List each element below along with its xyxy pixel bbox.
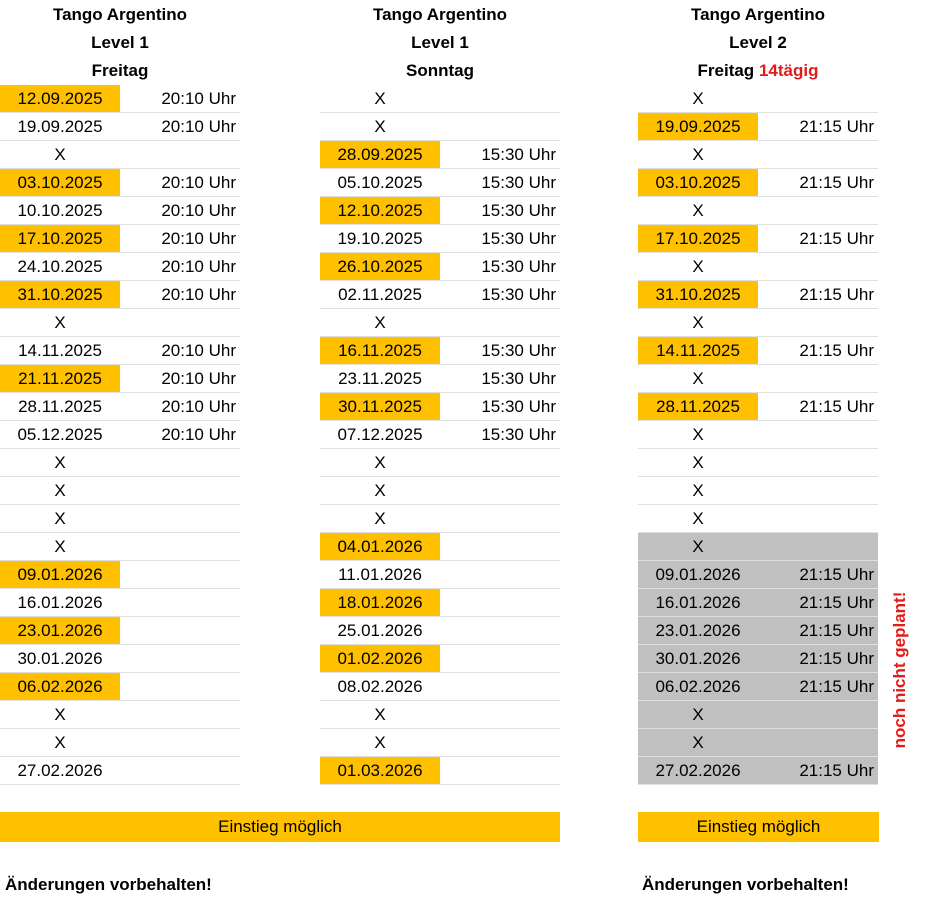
- schedule-row: [0, 309, 240, 337]
- class-date: 03.10.2025: [638, 169, 758, 196]
- disclaimer-right: Änderungen vorbehalten!: [642, 875, 849, 894]
- class-time: [120, 449, 240, 476]
- schedule-row: [320, 169, 560, 197]
- class-date: 28.11.2025: [638, 393, 758, 420]
- class-time: [120, 477, 240, 504]
- class-time: 21:15 Uhr: [799, 285, 874, 304]
- schedule-row: [638, 393, 878, 421]
- class-time: 15:30 Uhr: [481, 285, 556, 304]
- no-class-mark: X: [692, 481, 704, 500]
- class-date: 14.11.2025: [18, 341, 102, 360]
- class-date: 03.10.2025: [0, 169, 120, 196]
- no-class-mark: X: [692, 453, 704, 472]
- disclaimer-left: Änderungen vorbehalten!: [5, 875, 212, 894]
- header-day: Sonntag: [406, 61, 474, 80]
- no-class-mark: X: [692, 89, 704, 108]
- schedule-row: [638, 477, 878, 505]
- schedule-row: [0, 729, 240, 757]
- schedule-row: [0, 645, 240, 673]
- header-title: Tango Argentino: [690, 5, 826, 24]
- schedule-row: [0, 281, 240, 309]
- class-time: [440, 113, 560, 140]
- class-time: [120, 589, 240, 616]
- schedule-row: [320, 505, 560, 533]
- class-date: 16.01.2026: [17, 593, 103, 612]
- schedule-row: [320, 561, 560, 589]
- schedule-row: [320, 533, 560, 561]
- class-time: [758, 421, 878, 448]
- schedule-row: [638, 449, 878, 477]
- class-date: 08.02.2026: [337, 677, 423, 696]
- class-time: [120, 673, 240, 700]
- schedule-row: [0, 449, 240, 477]
- schedule-row: [638, 561, 878, 589]
- schedule-row: [638, 421, 878, 449]
- class-date: 14.11.2025: [638, 337, 758, 364]
- class-time: [440, 589, 560, 616]
- no-class-mark: X: [54, 313, 66, 332]
- class-date: 12.09.2025: [0, 85, 120, 112]
- class-date: 01.03.2026: [320, 757, 440, 784]
- class-time: 20:10 Uhr: [161, 341, 236, 360]
- schedule-row: [320, 225, 560, 253]
- no-class-mark: X: [54, 537, 66, 556]
- schedule-row: [0, 85, 240, 113]
- class-time: [758, 141, 878, 168]
- class-date: 31.10.2025: [0, 281, 120, 308]
- class-time: [440, 85, 560, 112]
- class-time: [758, 477, 878, 504]
- schedule-row: [320, 589, 560, 617]
- class-time: [440, 449, 560, 476]
- class-time: 20:10 Uhr: [161, 173, 236, 192]
- no-class-mark: X: [54, 705, 66, 724]
- class-time: [758, 253, 878, 280]
- no-class-mark: X: [54, 453, 66, 472]
- schedule-row: [320, 729, 560, 757]
- schedule-row: [0, 365, 240, 393]
- class-time: 15:30 Uhr: [481, 173, 556, 192]
- class-date: 21.11.2025: [0, 365, 120, 392]
- class-time: 20:10 Uhr: [161, 201, 236, 220]
- schedule-row: [320, 393, 560, 421]
- schedule-row: [0, 169, 240, 197]
- class-time: [120, 141, 240, 168]
- schedule-row: [0, 225, 240, 253]
- schedule-row: [320, 337, 560, 365]
- class-date: 17.10.2025: [638, 225, 758, 252]
- class-time: 21:15 Uhr: [799, 229, 874, 248]
- class-date: 06.02.2026: [655, 677, 741, 696]
- class-time: [120, 645, 240, 672]
- class-time: [440, 533, 560, 560]
- class-date: 19.10.2025: [337, 229, 423, 248]
- class-time: 21:15 Uhr: [799, 621, 874, 640]
- class-time: 15:30 Uhr: [481, 397, 556, 416]
- biweekly-note: 14tägig: [758, 61, 819, 80]
- header-level: Level 2: [729, 33, 787, 52]
- class-time: 15:30 Uhr: [481, 201, 556, 220]
- class-time: 15:30 Uhr: [481, 425, 556, 444]
- header-title: Tango Argentino: [372, 5, 508, 24]
- class-time: 20:10 Uhr: [161, 425, 236, 444]
- class-time: [120, 617, 240, 644]
- schedule-row: [0, 421, 240, 449]
- schedule-row: [320, 309, 560, 337]
- schedule-row: [0, 617, 240, 645]
- no-class-mark: X: [692, 313, 704, 332]
- class-time: 15:30 Uhr: [481, 341, 556, 360]
- header-day: Freitag 14tägig: [697, 61, 819, 80]
- class-date: 27.02.2026: [655, 761, 741, 780]
- class-date: 24.10.2025: [17, 257, 103, 276]
- schedule-row: [320, 141, 560, 169]
- no-class-mark: X: [374, 453, 386, 472]
- class-time: [440, 505, 560, 532]
- no-class-mark: X: [374, 733, 386, 752]
- class-date: 05.12.2025: [17, 425, 103, 444]
- schedule-row: [320, 421, 560, 449]
- no-class-mark: X: [374, 89, 386, 108]
- schedule-row: [0, 673, 240, 701]
- class-date: 09.01.2026: [0, 561, 120, 588]
- class-time: 15:30 Uhr: [481, 257, 556, 276]
- schedule-row: [0, 141, 240, 169]
- no-class-mark: X: [692, 537, 704, 556]
- schedule-row: [320, 617, 560, 645]
- no-class-mark: X: [54, 733, 66, 752]
- schedule-row: [638, 309, 878, 337]
- class-time: [440, 757, 560, 784]
- schedule-row: [638, 281, 878, 309]
- schedule-row: [638, 617, 878, 645]
- class-time: [440, 701, 560, 728]
- no-class-mark: X: [374, 481, 386, 500]
- header-col-2: [320, 1, 560, 85]
- class-date: 09.01.2026: [655, 565, 741, 584]
- class-time: [120, 757, 240, 784]
- no-class-mark: X: [54, 481, 66, 500]
- class-date: 30.01.2026: [17, 649, 103, 668]
- schedule-row: [638, 113, 878, 141]
- no-class-mark: X: [374, 313, 386, 332]
- class-time: [120, 729, 240, 756]
- class-time: [120, 309, 240, 336]
- no-class-mark: X: [692, 705, 704, 724]
- schedule-column-level1-sunday: [320, 85, 560, 785]
- no-class-mark: X: [692, 257, 704, 276]
- class-time: 21:15 Uhr: [799, 341, 874, 360]
- no-class-mark: X: [692, 369, 704, 388]
- class-date: 10.10.2025: [17, 201, 103, 220]
- class-time: [440, 617, 560, 644]
- class-time: [440, 645, 560, 672]
- schedule-row: [320, 253, 560, 281]
- class-time: [440, 729, 560, 756]
- class-time: [440, 561, 560, 588]
- schedule-row: [320, 673, 560, 701]
- schedule-row: [638, 141, 878, 169]
- class-date: 16.01.2026: [655, 593, 741, 612]
- schedule-row: [638, 533, 878, 561]
- class-date: 17.10.2025: [0, 225, 120, 252]
- class-date: 05.10.2025: [337, 173, 423, 192]
- schedule-row: [320, 757, 560, 785]
- class-time: [758, 505, 878, 532]
- class-time: 15:30 Uhr: [481, 369, 556, 388]
- class-time: [120, 701, 240, 728]
- class-date: 30.11.2025: [320, 393, 440, 420]
- schedule-row: [0, 477, 240, 505]
- schedule-row: [638, 337, 878, 365]
- class-time: 20:10 Uhr: [161, 89, 236, 108]
- class-time: 21:15 Uhr: [799, 117, 874, 136]
- schedule-row: [320, 645, 560, 673]
- class-date: 06.02.2026: [0, 673, 120, 700]
- class-date: 07.12.2025: [337, 425, 423, 444]
- no-class-mark: X: [54, 145, 66, 164]
- class-date: 23.11.2025: [338, 369, 422, 388]
- class-time: 15:30 Uhr: [481, 145, 556, 164]
- class-time: 21:15 Uhr: [799, 397, 874, 416]
- class-date: 19.09.2025: [638, 113, 758, 140]
- class-time: [440, 673, 560, 700]
- schedule-row: [0, 113, 240, 141]
- entry-possible-bar-right: Einstieg möglich: [638, 812, 879, 842]
- schedule-row: [638, 729, 878, 757]
- class-time: 21:15 Uhr: [799, 173, 874, 192]
- no-class-mark: X: [692, 145, 704, 164]
- no-class-mark: X: [374, 509, 386, 528]
- class-time: 21:15 Uhr: [799, 649, 874, 668]
- schedule-row: [0, 197, 240, 225]
- class-date: 28.09.2025: [320, 141, 440, 168]
- no-class-mark: X: [374, 117, 386, 136]
- header-day: Freitag: [91, 61, 149, 80]
- no-class-mark: X: [692, 733, 704, 752]
- class-time: [758, 701, 878, 728]
- schedule-row: [0, 701, 240, 729]
- no-class-mark: X: [692, 201, 704, 220]
- schedule-row: [0, 505, 240, 533]
- schedule-row: [638, 757, 878, 785]
- header-col-1: [0, 1, 240, 85]
- class-date: 27.02.2026: [17, 761, 103, 780]
- class-time: [120, 533, 240, 560]
- schedule-row: [638, 85, 878, 113]
- class-time: 15:30 Uhr: [481, 229, 556, 248]
- class-date: 11.01.2026: [338, 565, 422, 584]
- header-col-3: [638, 1, 878, 85]
- schedule-row: [638, 505, 878, 533]
- schedule-row: [320, 477, 560, 505]
- class-date: 12.10.2025: [320, 197, 440, 224]
- class-time: 20:10 Uhr: [161, 257, 236, 276]
- class-time: [758, 533, 878, 560]
- class-date: 30.01.2026: [655, 649, 741, 668]
- schedule-row: [0, 337, 240, 365]
- class-date: 28.11.2025: [18, 397, 102, 416]
- schedule-row: [638, 253, 878, 281]
- class-date: 04.01.2026: [320, 533, 440, 560]
- class-date: 02.11.2025: [338, 285, 422, 304]
- class-time: 21:15 Uhr: [799, 593, 874, 612]
- no-class-mark: X: [54, 509, 66, 528]
- class-date: 19.09.2025: [17, 117, 103, 136]
- class-time: 21:15 Uhr: [799, 677, 874, 696]
- class-date: 23.01.2026: [0, 617, 120, 644]
- class-time: [440, 477, 560, 504]
- class-time: 20:10 Uhr: [161, 285, 236, 304]
- header-title: Tango Argentino: [52, 5, 188, 24]
- class-time: [758, 365, 878, 392]
- class-time: [120, 561, 240, 588]
- schedule-row: [320, 113, 560, 141]
- class-time: [758, 309, 878, 336]
- no-class-mark: X: [692, 509, 704, 528]
- no-class-mark: X: [692, 425, 704, 444]
- schedule-row: [638, 225, 878, 253]
- class-time: 21:15 Uhr: [799, 565, 874, 584]
- schedule-row: [0, 757, 240, 785]
- schedule-row: [0, 393, 240, 421]
- class-time: 20:10 Uhr: [161, 369, 236, 388]
- class-date: 01.02.2026: [320, 645, 440, 672]
- entry-possible-bar-left: Einstieg möglich: [0, 812, 560, 842]
- class-time: 20:10 Uhr: [161, 117, 236, 136]
- schedule-row: [320, 281, 560, 309]
- schedule-row: [320, 701, 560, 729]
- schedule-row: [320, 365, 560, 393]
- class-date: 23.01.2026: [655, 621, 741, 640]
- class-time: [758, 197, 878, 224]
- class-time: 20:10 Uhr: [161, 229, 236, 248]
- class-time: [758, 729, 878, 756]
- class-time: [758, 449, 878, 476]
- class-date: 16.11.2025: [320, 337, 440, 364]
- schedule-row: [638, 169, 878, 197]
- schedule-row: [638, 197, 878, 225]
- class-date: 31.10.2025: [638, 281, 758, 308]
- schedule-row: [0, 589, 240, 617]
- schedule-row: [638, 701, 878, 729]
- schedule-row: [320, 449, 560, 477]
- class-time: [440, 309, 560, 336]
- class-time: 21:15 Uhr: [799, 761, 874, 780]
- not-yet-planned-note: noch nicht geplant!: [890, 591, 909, 749]
- class-time: [758, 85, 878, 112]
- schedule-row: [320, 197, 560, 225]
- schedule-row: [638, 589, 878, 617]
- class-date: 18.01.2026: [320, 589, 440, 616]
- class-date: 25.01.2026: [337, 621, 423, 640]
- schedule-row: [638, 673, 878, 701]
- schedule-column-level2-friday: [638, 85, 878, 785]
- schedule-row: [0, 533, 240, 561]
- schedule-row: [320, 85, 560, 113]
- no-class-mark: X: [374, 705, 386, 724]
- class-time: 20:10 Uhr: [161, 397, 236, 416]
- class-time: [120, 505, 240, 532]
- schedule-row: [638, 365, 878, 393]
- header-level: Level 1: [411, 33, 469, 52]
- schedule-row: [0, 253, 240, 281]
- class-date: 26.10.2025: [320, 253, 440, 280]
- schedule-row: [0, 561, 240, 589]
- schedule-row: [638, 645, 878, 673]
- header-level: Level 1: [91, 33, 149, 52]
- schedule-column-level1-friday: [0, 85, 240, 785]
